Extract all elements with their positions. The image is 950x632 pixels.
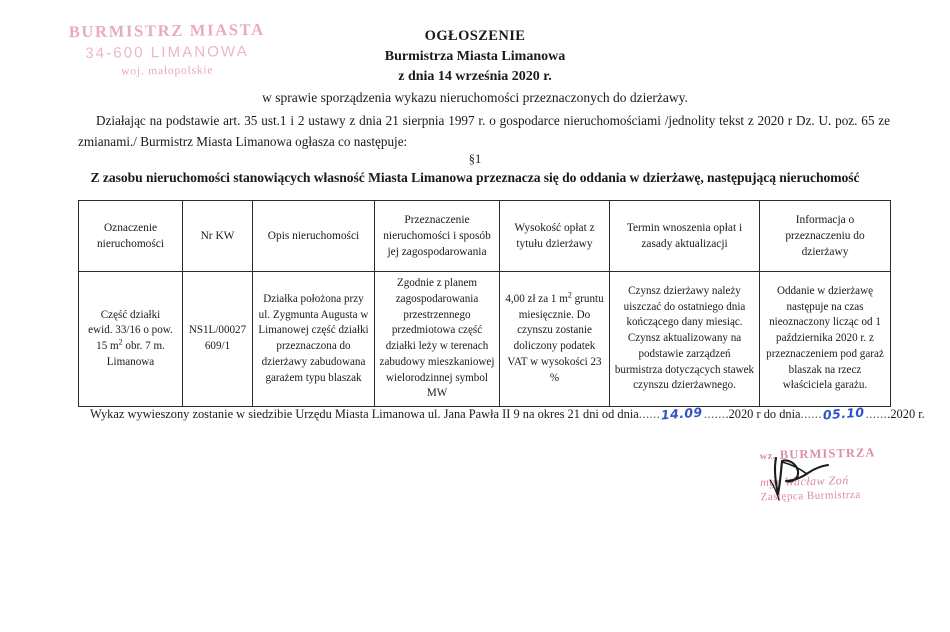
- signature-stamp-title-line: [759, 444, 939, 463]
- office-stamp-line-city: 34-600 LIMANOWA: [85, 42, 249, 62]
- rent-rate-unit-exponent: 2: [567, 290, 572, 300]
- page-title: OGŁOSZENIE: [424, 28, 526, 44]
- title-date: z dnia 14 września 2020 r.: [398, 68, 552, 84]
- office-stamp-line-voivodeship: woj. małopolskie: [121, 63, 214, 78]
- column-header-wysokosc-oplat: Wysokość opłat z tytułu dzierżawy: [500, 201, 610, 272]
- posting-notice-text-middle: .2020 r do dnia: [725, 407, 801, 421]
- oznaczenie-area-value: 15 m: [96, 340, 119, 352]
- cell-wysokosc-oplat: [500, 272, 610, 407]
- column-header-oznaczenie: Oznaczenie nieruchomości: [79, 201, 183, 272]
- office-stamp-line-authority: BURMISTRZ MIASTA: [68, 19, 265, 42]
- cell-informacja-przeznaczenie: Oddanie w dzierżawę następuje na czas nieoznaczony licząc od 1 października 2020 r. z przeznaczeniem pod garaż blaszak na rzecz właściciela garażu.: [760, 272, 891, 407]
- signature-office-title: BURMISTRZA: [779, 445, 876, 462]
- cell-oznaczenie-nieruchomosci: [79, 272, 183, 407]
- column-header-termin-wnoszenia: Termin wnoszenia opłat i zasady aktualizacji: [610, 201, 760, 272]
- title-subject: w sprawie sporządzenia wykazu nieruchomości przeznaczonych do dzierżawy.: [262, 90, 688, 106]
- signature-person-name: mgr Wacław Zoń: [760, 473, 849, 490]
- section-lead-text: Z zasobu nieruchomości stanowiących własność Miasta Limanowa przeznacza się do oddania w dzierżawę, następującą nieruchomość: [90, 170, 860, 185]
- cell-przeznaczenie: Zgodnie z planem zagospodarowania przestrzennego przedmiotowa część działki leży w terenach zabudowy mieszkaniowej wielorodzinnej symbol MW: [375, 272, 500, 407]
- rent-rate-details: gruntu miesięcznie. Do czynszu zostanie doliczony podatek VAT w wysokości 23 %: [507, 292, 604, 384]
- dotted-leader-1: ......: [638, 407, 661, 421]
- dotted-leader-3: ......: [800, 407, 823, 421]
- cell-nr-kw: [183, 272, 253, 407]
- signature-stamp: [759, 444, 940, 503]
- title-authority: Burmistrza Miasta Limanowa: [384, 48, 566, 64]
- column-header-przeznaczenie: Przeznaczenie nieruchomości i sposób jej zagospodarowania: [375, 201, 500, 272]
- posting-notice-text-after: .2020 r.: [887, 407, 925, 421]
- nr-kw-line-1: NS1L/00027: [188, 324, 247, 337]
- section-mark: §1: [468, 152, 482, 166]
- posting-notice-text-before: Wykaz wywieszony zostanie w siedzibie Urzędu Miasta Limanowa ul. Jana Pawła II 9 na okres 21 dni od dnia: [90, 407, 639, 421]
- cell-opis-nieruchomosci: Działka położona przy ul. Zygmunta Augusta w Limanowej część działki przeznaczona do dzierżawy zabudowana garażem typu blaszak: [253, 272, 375, 407]
- document-title-block: [0, 26, 950, 108]
- oznaczenie-area-unit-exponent: 2: [118, 337, 123, 347]
- table-row: [79, 272, 891, 407]
- oznaczenie-line-4: Limanowa: [106, 355, 155, 368]
- posting-notice: [78, 404, 925, 424]
- nr-kw-line-2: 609/1: [204, 340, 231, 352]
- column-header-informacja: Informacja o przeznaczeniu do dzierżawy: [760, 201, 891, 272]
- oznaczenie-line-2: ewid. 33/16 o pow.: [88, 324, 173, 337]
- column-header-opis: Opis nieruchomości: [253, 201, 375, 272]
- oznaczenie-line-3-suffix: obr. 7 m.: [122, 340, 165, 352]
- cell-termin-wnoszenia: Czynsz dzierżawy należy uiszczać do ostatniego dnia kończącego dany miesiąc. Czynsz aktualizowany na podstawie zarządzeń burmistrza dotyczących stawek czynszu dzierżawnego.: [610, 272, 760, 407]
- dotted-leader-2: ......: [703, 407, 726, 421]
- oznaczenie-line-1: Część działki: [100, 308, 161, 321]
- handwritten-date-from: 14.09: [660, 404, 704, 423]
- handwritten-date-to: 05.10: [822, 404, 866, 423]
- column-header-nr-kw: Nr KW: [183, 201, 253, 272]
- signature-prefix: wz.: [759, 450, 776, 463]
- property-listing-table: [78, 200, 891, 407]
- rent-rate-value: 4,00 zł za 1 m: [505, 292, 568, 305]
- table-header-row: [79, 201, 891, 272]
- signature-person-role: Zastępca Burmistrza: [760, 488, 861, 504]
- legal-basis-paragraph: Działając na podstawie art. 35 ust.1 i 2 ustawy z dnia 21 sierpnia 1997 r. o gospodarce nieruchomościami /jednolity tekst z 2020 r Dz. U. poz. 65 ze zmianami./ Burmistrz Miasta Limanowa ogłasza co następuje:: [78, 113, 890, 150]
- dotted-leader-4: ......: [865, 407, 888, 421]
